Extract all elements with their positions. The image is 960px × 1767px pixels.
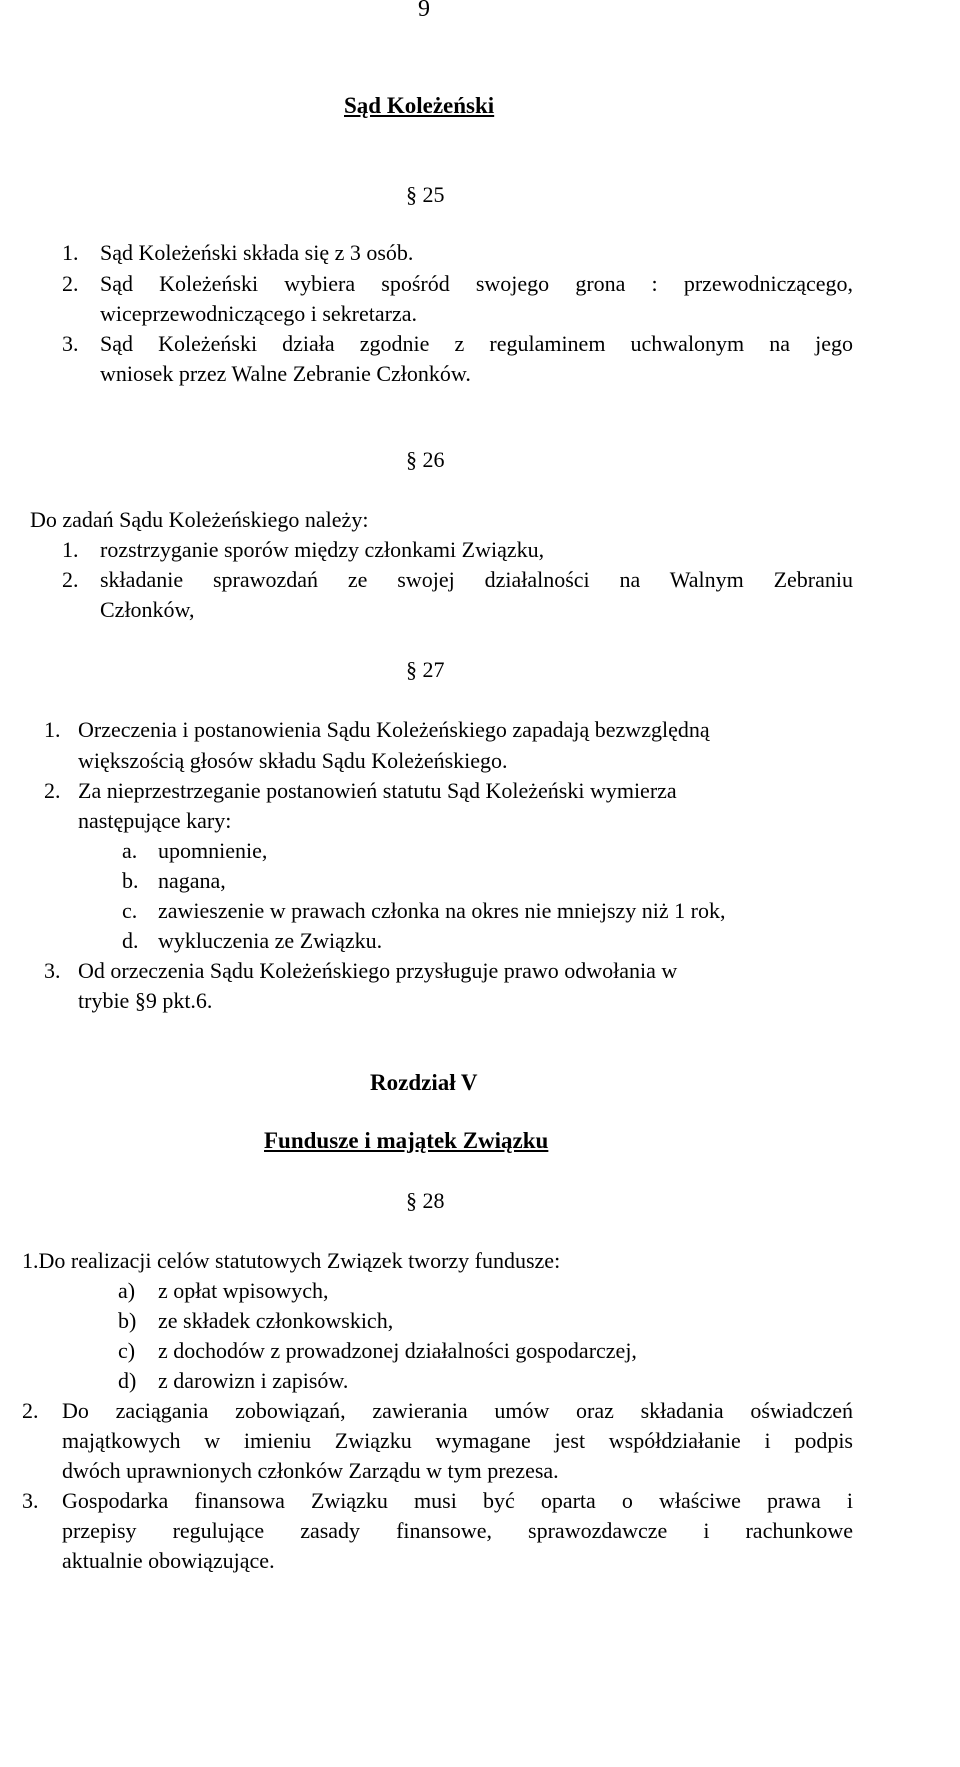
p25-item-1-num: 1. — [62, 240, 79, 265]
paragraph-mark-25: § 25 — [406, 182, 445, 207]
p27-item-1-num: 1. — [44, 717, 61, 742]
fund-d-num: d) — [118, 1368, 137, 1393]
penalty-a-num: a. — [122, 838, 138, 863]
p25-item-1-text: Sąd Koleżeński składa się z 3 osób. — [100, 240, 414, 265]
p25-item-3-line1: Sąd Koleżeński działa zgodnie z regulaminem uchwalonym na jego — [100, 331, 853, 356]
p27-item-2-line1: Za nieprzestrzeganie postanowień statutu Sąd Koleżeński wymierza — [78, 778, 677, 803]
p28-item-3-line1: Gospodarka finansowa Związku musi być oparta o właściwe prawa i — [62, 1488, 853, 1513]
paragraph-mark-27: § 27 — [406, 657, 445, 682]
fund-b-text: ze składek członkowskich, — [158, 1308, 394, 1333]
p28-intro: 1.Do realizacji celów statutowych Związek tworzy fundusze: — [22, 1248, 561, 1273]
penalty-c-text: zawieszenie w prawach członka na okres nie mniejszy niż 1 rok, — [158, 898, 726, 923]
section-title: Sąd Koleżeński — [344, 93, 495, 118]
p25-item-2-line2: wiceprzewodniczącego i sekretarza. — [100, 301, 417, 326]
p28-item-3-line2: przepisy regulujące zasady finansowe, sprawozdawcze i rachunkowe — [62, 1518, 853, 1543]
fund-a-text: z opłat wpisowych, — [158, 1278, 329, 1303]
p27-item-1-line1: Orzeczenia i postanowienia Sądu Koleżeńskiego zapadają bezwzględną — [78, 717, 710, 742]
penalty-d-num: d. — [122, 928, 139, 953]
paragraph-mark-28: § 28 — [406, 1188, 445, 1213]
p27-item-1-line2: większością głosów składu Sądu Koleżeńskiego. — [78, 748, 508, 773]
fund-c-text: z dochodów z prowadzonej działalności gospodarczej, — [158, 1338, 637, 1363]
p26-intro: Do zadań Sądu Koleżeńskiego należy: — [30, 507, 369, 532]
paragraph-mark-26: § 26 — [406, 447, 445, 472]
p28-item-2-line2: majątkowych w imieniu Związku wymagane jest współdziałanie i podpis — [62, 1428, 853, 1453]
fund-a-num: a) — [118, 1278, 136, 1303]
penalty-c-num: c. — [122, 898, 138, 923]
penalty-b-text: nagana, — [158, 868, 226, 893]
p27-item-2-num: 2. — [44, 778, 61, 803]
fund-c-num: c) — [118, 1338, 136, 1363]
p28-item-2-num: 2. — [22, 1398, 39, 1423]
p28-item-3-line3: aktualnie obowiązujące. — [62, 1548, 275, 1573]
chapter-title: Fundusze i majątek Związku — [264, 1128, 549, 1153]
p28-item-2-line1: Do zaciągania zobowiązań, zawierania umów oraz składania oświadczeń — [62, 1398, 853, 1423]
fund-b-num: b) — [118, 1308, 137, 1333]
p25-item-2-num: 2. — [62, 271, 79, 296]
p25-item-3-num: 3. — [62, 331, 79, 356]
p27-item-3-num: 3. — [44, 958, 61, 983]
p26-item-1-num: 1. — [62, 537, 79, 562]
p27-item-3-line1: Od orzeczenia Sądu Koleżeńskiego przysługuje prawo odwołania w — [78, 958, 678, 983]
penalty-b-num: b. — [122, 868, 139, 893]
penalty-a-text: upomnienie, — [158, 838, 268, 863]
p26-item-2-line2: Członków, — [100, 597, 195, 622]
p26-item-1-text: rozstrzyganie sporów między członkami Związku, — [100, 537, 545, 562]
p28-item-3-num: 3. — [22, 1488, 39, 1513]
penalty-d-text: wykluczenia ze Związku. — [158, 928, 383, 953]
p26-item-2-num: 2. — [62, 567, 79, 592]
p27-item-2-line2: następujące kary: — [78, 808, 232, 833]
page-number: 9 — [418, 0, 430, 22]
p25-item-3-line2: wniosek przez Walne Zebranie Członków. — [100, 361, 471, 386]
chapter-heading: Rozdział V — [370, 1070, 478, 1095]
p25-item-2-line1: Sąd Koleżeński wybiera spośród swojego grona : przewodniczącego, — [100, 271, 853, 296]
p26-item-2-line1: składanie sprawozdań ze swojej działalności na Walnym Zebraniu — [100, 567, 853, 592]
p27-item-3-line2: trybie §9 pkt.6. — [78, 988, 213, 1013]
p28-item-2-line3: dwóch uprawnionych członków Zarządu w tym prezesa. — [62, 1458, 559, 1483]
fund-d-text: z darowizn i zapisów. — [158, 1368, 349, 1393]
